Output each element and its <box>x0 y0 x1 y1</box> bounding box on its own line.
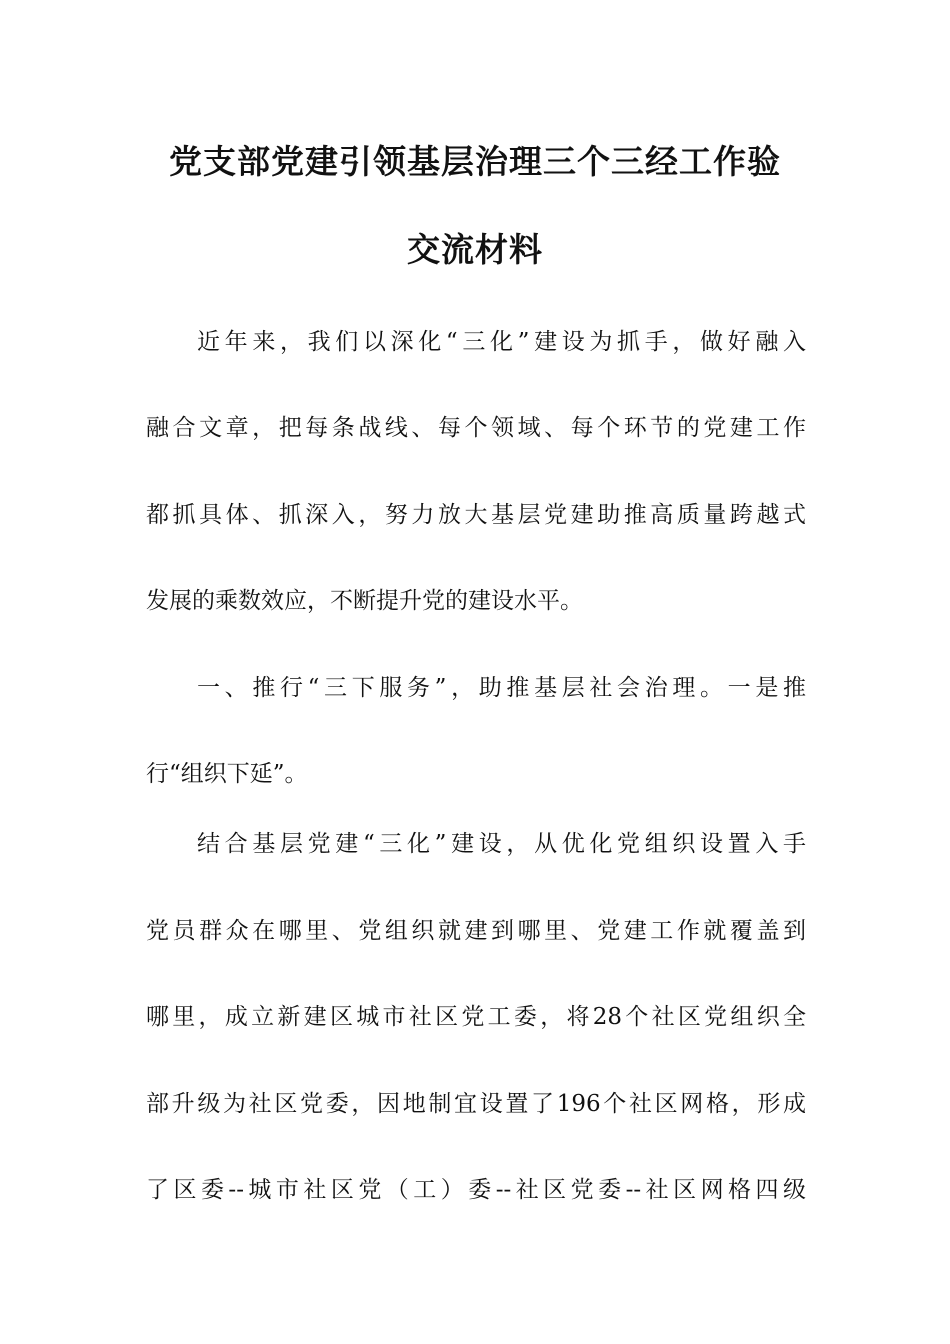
body-line: 一、推行“三下服务”，助推基层社会治理。一是推 <box>197 675 806 701</box>
document-title-line-1: 党支部党建引领基层治理三个三经工作验 <box>169 142 781 181</box>
body-line: 部升级为社区党委，因地制宜设置了196个社区网格，形成 <box>146 1091 806 1117</box>
body-line: 行“组织下延”。 <box>146 761 308 787</box>
body-line: 发展的乘数效应，不断提升党的建设水平。 <box>146 588 583 614</box>
body-line: 融合文章，把每条战线、每个领域、每个环节的党建工作 <box>146 415 806 441</box>
body-line: 都抓具体、抓深入，努力放大基层党建助推高质量跨越式 <box>146 502 806 528</box>
body-line: 近年来，我们以深化“三化”建设为抓手，做好融入 <box>197 329 806 355</box>
body-line: 了区委--城市社区党（工）委--社区党委--社区网格四级 <box>146 1177 806 1203</box>
body-line: 党员群众在哪里、党组织就建到哪里、党建工作就覆盖到 <box>146 918 806 944</box>
body-line: 哪里，成立新建区城市社区党工委，将28个社区党组织全 <box>146 1004 806 1030</box>
document-title-line-2: 交流材料 <box>407 230 543 269</box>
body-line: 结合基层党建“三化”建设，从优化党组织设置入手 <box>197 831 806 857</box>
